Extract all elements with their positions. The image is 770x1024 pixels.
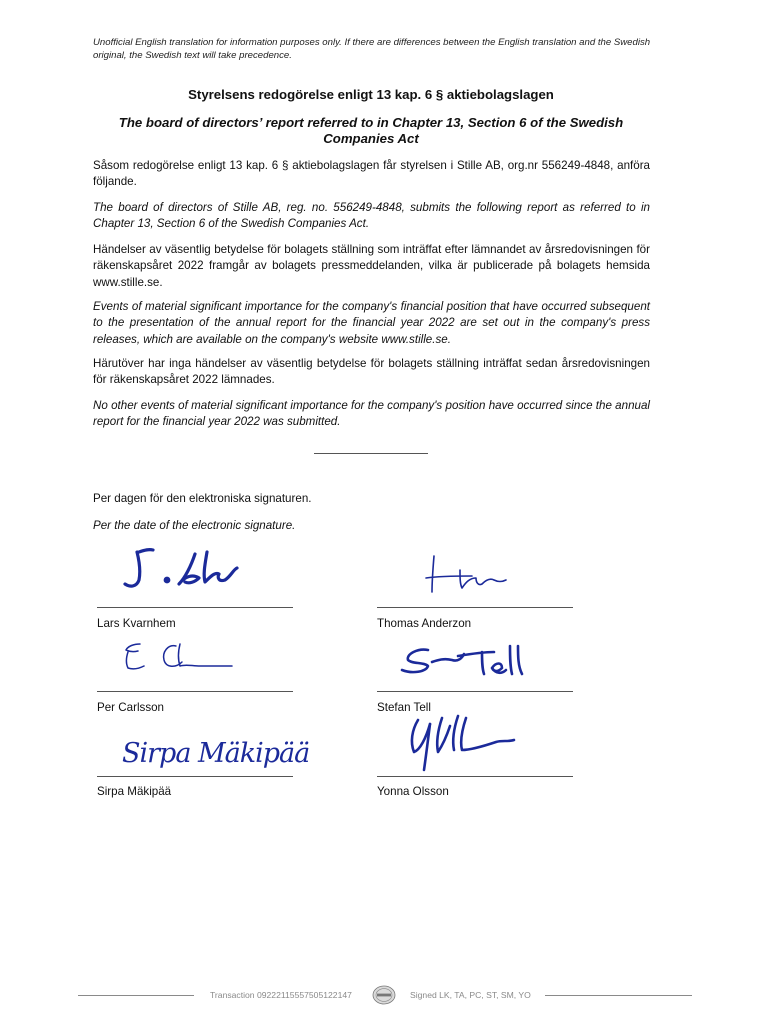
signature-line-6: [377, 776, 573, 777]
signature-sirpa-script: Sirpa Mäkipää: [122, 738, 310, 769]
signature-per-carlsson: [120, 638, 240, 678]
signature-line-1: [97, 607, 293, 608]
title-english: The board of directors’ report referred to in Chapter 13, Section 6 of the Swedish Companies Act: [118, 115, 624, 146]
signature-lars-kvarnhem: [115, 546, 265, 596]
verification-seal-icon: [372, 985, 396, 1005]
translation-notice: Unofficial English translation for information purposes only. If there are differences between the English translation and the Swedish original, the Swedish text will take precedence.: [93, 37, 651, 61]
signatory-name-6: Yonna Olsson: [377, 785, 449, 798]
date-statement-sv: Per dagen för den elektroniska signaturen.: [93, 492, 312, 505]
signatory-name-5: Sirpa Mäkipää: [97, 785, 172, 798]
paragraph-events-sv: Händelser av väsentlig betydelse för bolagets ställning som inträffat efter lämnandet av årsredovisningen för räkenskapsåret 2022 framgår av bolagets pressmeddelanden, vilka är publicerade på bolagets hemsida www.stille.se.: [93, 243, 650, 289]
signatory-name-1: Lars Kvarnhem: [97, 617, 176, 630]
signature-line-2: [377, 607, 573, 608]
footer-signed: Signed LK, TA, PC, ST, SM, YO: [410, 990, 531, 1000]
paragraph-events-en: Events of material significant importance for the company's financial position that have occurred subsequent to the presentation of the annual report for the financial year 2022 are set out in the company's press releases, which are available on the company's website www.stille.se.: [93, 300, 650, 346]
footer-transaction: Transaction 09222115557505122147: [210, 990, 352, 1000]
paragraph-intro-en: The board of directors of Stille AB, reg. no. 556249-4848, submits the following report as referred to in Chapter 13, Section 6 of the Swedish Companies Act.: [93, 201, 650, 231]
paragraph-no-events-en: No other events of material significant importance for the company's position have occurred since the annual report for the financial year 2022 was submitted.: [93, 399, 650, 429]
paragraph-intro-sv: Såsom redogörelse enligt 13 kap. 6 § aktiebolagslagen får styrelsen i Stille AB, org.nr 556249-4848, anföra följande.: [93, 159, 650, 189]
signatory-name-3: Per Carlsson: [97, 701, 165, 714]
footer-rule-left: [78, 995, 194, 996]
title-swedish: Styrelsens redogörelse enligt 13 kap. 6 § aktiebolagslagen: [188, 87, 554, 102]
paragraph-no-events-sv: Härutöver har inga händelser av väsentlig betydelse för bolagets ställning inträffat sedan årsredovisningen för räkenskapsåret 2022 lämnades.: [93, 357, 650, 387]
signature-yonna-olsson: [400, 712, 525, 774]
footer-rule-right: [545, 995, 692, 996]
signatory-name-4: Stefan Tell: [377, 701, 431, 714]
signature-line-4: [377, 691, 573, 692]
section-divider: [314, 453, 428, 454]
signature-sirpa-makipaa: [118, 726, 310, 778]
signature-thomas-anderzon: [420, 552, 530, 602]
signature-stefan-tell: [398, 640, 538, 682]
signatory-name-2: Thomas Anderzon: [377, 617, 472, 630]
signature-line-5: [97, 776, 293, 777]
date-statement-en: Per the date of the electronic signature.: [93, 519, 296, 532]
signature-line-3: [97, 691, 293, 692]
